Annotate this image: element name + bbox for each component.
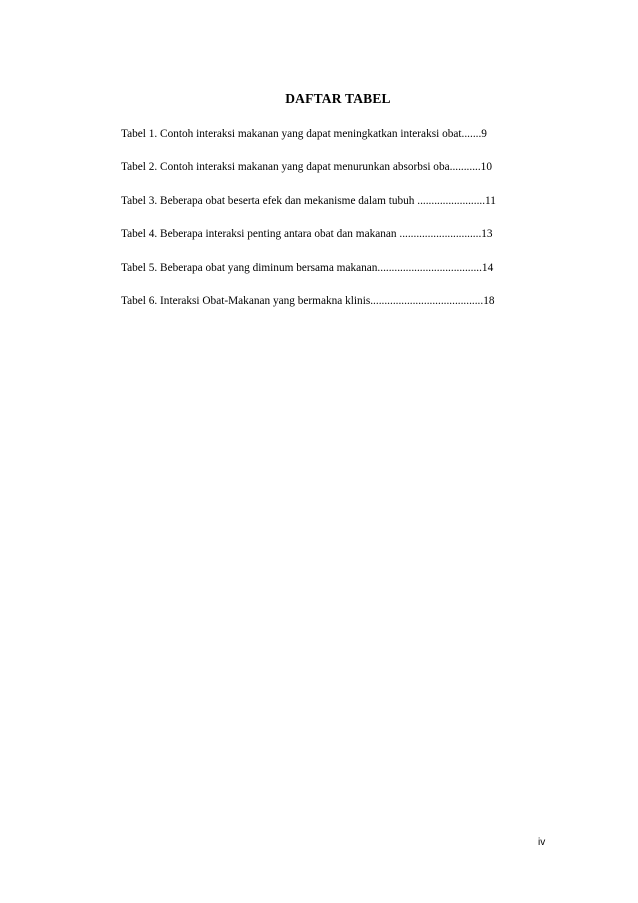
page-title: DAFTAR TABEL (285, 91, 391, 106)
toc-entry-tabel-6: Tabel 6. Interaksi Obat-Makanan yang bermakna klinis........................................18 (121, 294, 495, 307)
toc-entry-tabel-4: Tabel 4. Beberapa interaksi penting antara obat dan makanan .............................13 (121, 228, 493, 241)
toc-entry-tabel-1: Tabel 1. Contoh interaksi makanan yang dapat meningkatkan interaksi obat.......9 (121, 128, 487, 140)
page-number: iv (538, 837, 546, 848)
table-of-tables-list (121, 126, 546, 326)
toc-entry-tabel-3: Tabel 3. Beberapa obat beserta efek dan mekanisme dalam tubuh ........................11 (121, 194, 496, 207)
toc-entry-tabel-2: Tabel 2. Contoh interaksi makanan yang dapat menurunkan absorbsi oba...........10 (121, 161, 492, 174)
toc-entry-tabel-5: Tabel 5. Beberapa obat yang diminum bersama makanan.....................................14 (121, 261, 494, 274)
